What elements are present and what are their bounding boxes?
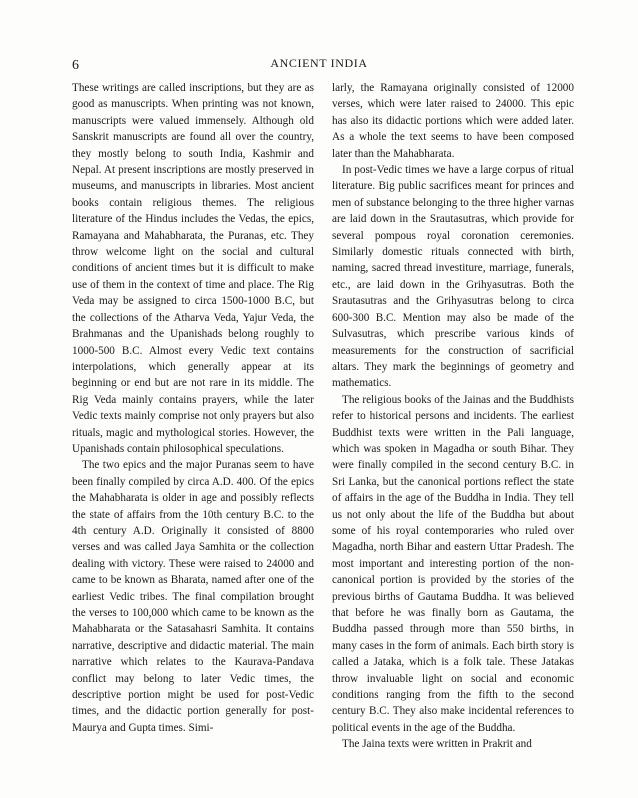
right-column bbox=[332, 80, 574, 753]
paragraph: These writings are called inscriptions, but they are as good as manuscripts. When printing was not known, manuscripts were valued immensely. Although old Sanskrit manuscripts are found all over the country, they mostly belong to south India, Kashmir and Nepal. At present inscriptions are mostly preserved in museums, and manuscripts in libraries. Most ancient books contain religious themes. The religious literature of the Hindus includes the Vedas, the epics, Ramayana and Mahabharata, the Puranas, etc. They throw welcome light on the social and cultural conditions of ancient times but it is difficult to make use of them in the context of time and place. The Rig Veda may be assigned to circa 1500-1000 B.C, but the collections of the Atharva Veda, Yajur Veda, the Brahmanas and the Upanishads belong roughly to 1000-500 B.C. Almost every Vedic text contains interpolations, which generally appear at its beginning or end but are not rare in its middle. The Rig Veda mainly contains prayers, while the later Vedic texts mainly comprise not only prayers but also rituals, magic and mythological stories. However, the Upanishads contain philosophical speculations. bbox=[72, 82, 314, 455]
left-column bbox=[72, 80, 314, 736]
running-title: ANCIENT INDIA bbox=[270, 56, 368, 70]
paragraph: In post-Vedic times we have a large corpus of ritual literature. Big public sacrifices meant for princes and men of substance belonging to the three higher varnas are laid down in the Srautasutras, which provide for several pompous royal coronation ceremonies. Similarly domestic rituals connected with birth, naming, sacred thread investiture, marriage, funerals, etc., are laid down in the Grihyasutras. Both the Srautasutras and the Grihyasutras belong to circa 600-300 B.C. Mention may also be made of the Sulvasutras, which prescribe various kinds of measurements for the construction of sacrificial altars. They mark the beginnings of geometry and mathematics. bbox=[332, 164, 574, 390]
paragraph: larly, the Ramayana originally consisted of 12000 verses, which were later raised to 24000. This epic has also its didactic portions which were added later. As a whole the text seems to have been composed later than the Mahabharata. bbox=[332, 82, 574, 160]
paragraph: The two epics and the major Puranas seem to have been finally compiled by circa A.D. 400. Of the epics the Mahabharata is older in age and possibly reflects the state of affairs from the 10th century B.C. to the 4th century A.D. Originally it consisted of 8800 verses and was called Jaya Samhita or the collection dealing with victory. These were raised to 24000 and came to be known as Bharata, named after one of the earliest Vedic tribes. The final compilation brought the verses to 100,000 which came to be known as the Mahabharata or the Satasahasri Samhita. It contains narrative, descriptive and didactic material. The main narrative which relates to the Kaurava-Pandava conflict may belong to later Vedic times, the descriptive portion might be used for post-Vedic times, and the didactic portion generally for post-Maurya and Gupta times. Simi- bbox=[72, 459, 314, 734]
paragraph: The Jaina texts were written in Prakrit and bbox=[342, 738, 532, 751]
paragraph: The religious books of the Jainas and the Buddhists refer to historical persons and incidents. The earliest Buddhist texts were written in the Pali language, which was spoken in Magadha or south Bihar. They were finally compiled in the second century B.C. in Sri Lanka, but the canonical portions reflect the state of affairs in the age of the Buddha in India. They tell us not only about the life of the Buddha but about some of his royal contemporaries who ruled over Magadha, north Bihar and eastern Uttar Pradesh. The most important and interesting portion of the non-canonical portion is provided by the stories of the previous births of Gautama Buddha. It was believed that before he was finally born as Gautama, the Buddha passed through more than 550 births, in many cases in the form of animals. Each birth story is called a Jataka, which is a folk tale. These Jatakas throw invaluable light on social and economic conditions ranging from the fifth to the second century B.C. They also make incidental references to political events in the age of the Buddha. bbox=[332, 393, 574, 734]
page-number: 6 bbox=[72, 58, 79, 73]
